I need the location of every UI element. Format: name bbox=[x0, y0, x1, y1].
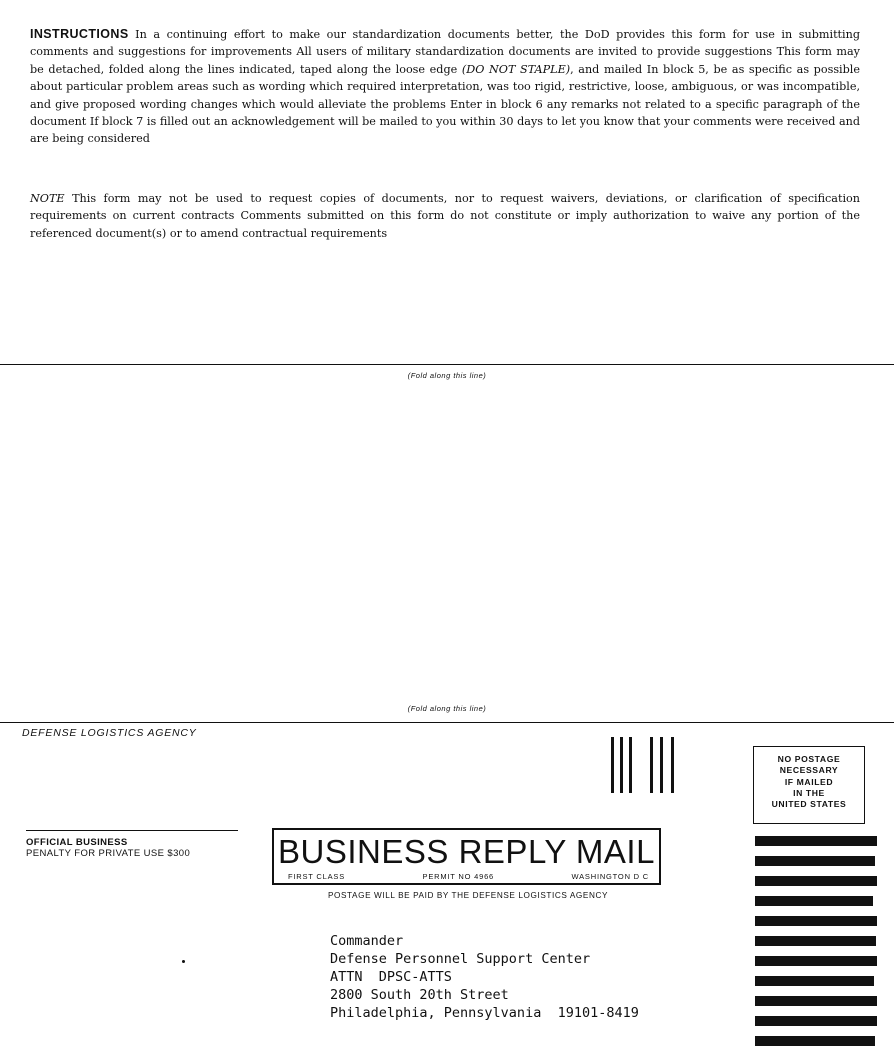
business-reply-title: BUSINESS REPLY MAIL bbox=[278, 833, 655, 870]
fold-label-top: (Fold along this line) bbox=[407, 371, 487, 380]
postal-bars-icon bbox=[755, 836, 877, 1061]
fold-label-bottom: (Fold along this line) bbox=[407, 704, 487, 713]
no-postage-line: NO POSTAGE bbox=[777, 754, 841, 764]
permit-row bbox=[288, 872, 649, 881]
no-postage-box bbox=[753, 746, 865, 824]
address-line: Philadelphia, Pennsylvania 19101-8419 bbox=[330, 1005, 639, 1021]
do-not-staple-text: (DO NOT STAPLE) bbox=[461, 62, 571, 76]
note-heading: NOTE bbox=[30, 192, 65, 205]
mailing-address bbox=[330, 932, 639, 1022]
business-reply-box bbox=[272, 828, 661, 885]
official-business-label: OFFICIAL BUSINESS bbox=[26, 837, 128, 848]
postage-paid-note: POSTAGE WILL BE PAID BY THE DEFENSE LOGISTICS AGENCY bbox=[327, 891, 609, 900]
address-line: Defense Personnel Support Center bbox=[330, 951, 591, 967]
official-business-block bbox=[26, 830, 238, 859]
instructions-text: In a continuing effort to make our standardization documents better, the DoD provides this form for use in submitting comments and suggestions for improvements All users of military standardization documents are invited to provide suggestions This form may be detached, folded along the lines indicated, taped along the loose edge bbox=[30, 28, 860, 76]
first-class-label: FIRST CLASS bbox=[288, 872, 346, 881]
no-postage-line: NECESSARY bbox=[779, 765, 839, 776]
fold-line-top bbox=[0, 364, 894, 365]
permit-city: WASHINGTON D C bbox=[571, 872, 649, 881]
instructions-paragraph bbox=[30, 26, 860, 148]
no-postage-line: IF MAILED bbox=[784, 776, 834, 787]
instructions-heading: INSTRUCTIONS bbox=[30, 27, 129, 41]
address-line: ATTN DPSC-ATTS bbox=[330, 969, 452, 985]
address-line: 2800 South 20th Street bbox=[330, 987, 509, 1003]
sender-agency: DEFENSE LOGISTICS AGENCY bbox=[22, 727, 197, 739]
address-line: Commander bbox=[330, 933, 404, 949]
penalty-label: PENALTY FOR PRIVATE USE $300 bbox=[26, 848, 191, 859]
fold-line-bottom bbox=[0, 722, 894, 723]
no-postage-line: IN THE bbox=[793, 787, 825, 798]
permit-number: PERMIT NO 4966 bbox=[422, 872, 495, 881]
stray-mark bbox=[182, 960, 185, 963]
barcode-icon bbox=[611, 737, 675, 793]
no-postage-line: UNITED STATES bbox=[771, 799, 847, 810]
note-text: This form may not be used to request copies of documents, nor to request waivers, deviations, or clarification of specification requirements on current contracts Comments submitted on this form do not constitute or imply authorization to waive any portion of the referenced document(s) or to amend contractual requirements bbox=[30, 192, 860, 240]
instructions-text-continued: , and mailed In block 5, be as specific as possible about particular problem areas such as wording which required interpretation, was too rigid, restrictive, loose, ambiguous, or was incompatible, and give proposed wording changes which would alleviate the problems Enter in block 6 any remarks not related to a specific paragraph of the document If block 7 is filled out an acknowledgement will be mailed to you within 30 days to let you know that your comments were received and are being considered bbox=[30, 62, 860, 146]
note-paragraph bbox=[30, 190, 860, 242]
